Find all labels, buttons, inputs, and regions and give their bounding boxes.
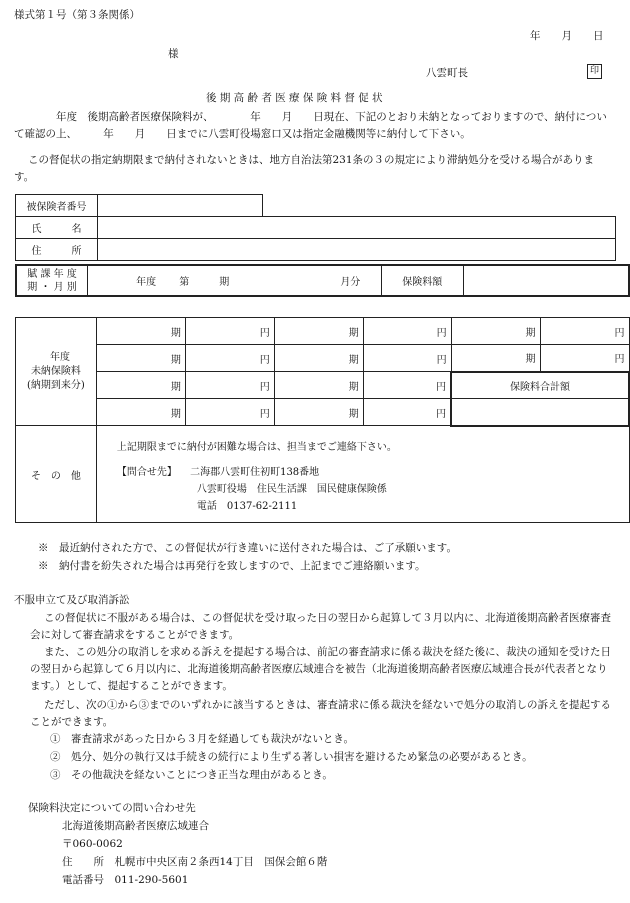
- other-content: [96, 426, 629, 523]
- unpaid-yen-cell: 円: [363, 318, 451, 345]
- inquiry-heading: 保険料決定についての問い合わせ先: [28, 802, 196, 814]
- inquiry-org: 北海道後期高齢者医療広域連合: [62, 820, 209, 832]
- contact-phone: 電話 0137-62-2111: [196, 500, 298, 512]
- appeal-item: ③ その他裁決を経ないことにつき正当な理由があるとき。: [50, 769, 333, 781]
- contact-label: 【問合せ先】: [116, 466, 177, 478]
- intro-paragraph-1: 年度 後期高齢者医療保険料が、 年 月 日現在、下記のとおり未納となっておりますので、納付について確認の上、 年 月 日までに八雲町役場窓口又は指定金融機関等に納付して下さい。: [14, 111, 607, 140]
- appeal-paragraph-2: また、この処分の取消しを求める訴えを提起する場合は、前記の審査請求に係る裁決を経た後に、裁決の通知を受けた日の翌日から起算して６月以内に、北海道後期高齢者医療広域連合を被告（北海道後期高齢者医療広域連合長が代表者となります。）として、提起することができます。: [30, 646, 611, 692]
- document-title: 後 期 高 齢 者 医 療 保 険 料 督 促 状: [206, 92, 383, 104]
- assessment-month: 月分: [320, 265, 381, 296]
- unpaid-yen-cell: 円: [540, 345, 629, 372]
- note-item: ※ 納付書を紛失された場合は再発行を致しますので、上記までご連絡願います。: [38, 560, 426, 572]
- unpaid-yen-cell: 円: [185, 345, 274, 372]
- name-value: [98, 217, 616, 239]
- inquiry-phone: 電話番号 011-290-5601: [62, 874, 189, 886]
- unpaid-term-cell: 期: [274, 345, 363, 372]
- unpaid-yen-cell: 円: [363, 372, 451, 399]
- inquiry-postal: 〒060-0062: [62, 838, 123, 850]
- insured-number-label: 被保険者番号: [16, 195, 98, 217]
- other-note: 上記期限までに納付が困難な場合は、担当までご連絡下さい。: [116, 441, 397, 453]
- unpaid-yen-cell: 円: [363, 345, 451, 372]
- address-label: 住 所: [16, 239, 98, 261]
- unpaid-term-cell: 期: [96, 345, 185, 372]
- appeal-item: ① 審査請求があった日から３月を経過しても裁決がないとき。: [50, 733, 354, 745]
- appeal-paragraph-3: ただし、次の①から③までのいずれかに該当するときは、審査請求に係る裁決を経ないで処分の取消しの訴えを提起することができます。: [30, 699, 611, 728]
- insured-number-value: [98, 195, 263, 217]
- name-label: 氏 名: [16, 217, 98, 239]
- premium-amount-value: [463, 265, 629, 296]
- appeal-heading: 不服申立て及び取消訴訟: [14, 594, 130, 606]
- unpaid-yen-cell: 円: [185, 399, 274, 426]
- unpaid-term-cell: 期: [451, 318, 540, 345]
- total-premium-value: [451, 399, 629, 426]
- premium-amount-label: 保険料額: [381, 265, 463, 296]
- unpaid-yen-cell: 円: [185, 372, 274, 399]
- assessment-year-period: 年度 第 期: [88, 265, 320, 296]
- form-number: 様式第１号（第３条関係）: [14, 9, 140, 21]
- issue-date: 年 月 日: [530, 30, 604, 42]
- appeal-item: ② 処分、処分の執行又は手続きの続行により生ずる著しい損害を避けるため緊急の必要があるとき。: [50, 751, 533, 763]
- seal-mark: 印: [587, 64, 602, 79]
- appeal-paragraph-1: この督促状に不服がある場合は、この督促状を受け取った日の翌日から起算して３月以内に、北海道後期高齢者医療審査会に対して審査請求をすることができます。: [30, 612, 611, 641]
- contact-block: [117, 464, 629, 481]
- unpaid-yen-cell: 円: [185, 318, 274, 345]
- contact-address: 二海郡八雲町住初町138番地: [190, 466, 320, 478]
- unpaid-term-cell: 期: [274, 372, 363, 399]
- unpaid-label: 年度 未納保険料 (納期到来分): [16, 318, 97, 426]
- unpaid-term-cell: 期: [274, 399, 363, 426]
- unpaid-yen-cell: 円: [540, 318, 629, 345]
- address-value: [98, 239, 616, 261]
- assessment-table: [15, 264, 630, 297]
- unpaid-premium-table: [15, 317, 630, 523]
- issuer-name: 八雲町長: [426, 67, 468, 79]
- inquiry-address: 住 所 札幌市中央区南２条西14丁目 国保会館６階: [62, 856, 328, 868]
- assessment-label: 賦 課 年 度 期 ・ 月 別: [16, 265, 88, 296]
- contact-office: 八雲町役場 住民生活課 国民健康保険係: [196, 483, 387, 495]
- total-premium-label: 保険料合計額: [451, 372, 629, 399]
- unpaid-term-cell: 期: [451, 345, 540, 372]
- unpaid-yen-cell: 円: [363, 399, 451, 426]
- other-label: そ の 他: [16, 426, 97, 523]
- unpaid-term-cell: 期: [274, 318, 363, 345]
- note-item: ※ 最近納付された方で、この督促状が行き違いに送付された場合は、ご了承願います。: [38, 542, 457, 554]
- intro-paragraph-2: この督促状の指定納期限まで納付されないときは、地方自治法第231条の３の規定により滞納処分を受ける場合があります。: [14, 154, 595, 183]
- unpaid-term-cell: 期: [96, 318, 185, 345]
- addressee-suffix: 様: [168, 48, 179, 60]
- unpaid-term-cell: 期: [96, 372, 185, 399]
- unpaid-term-cell: 期: [96, 399, 185, 426]
- insured-info-table: [15, 194, 616, 261]
